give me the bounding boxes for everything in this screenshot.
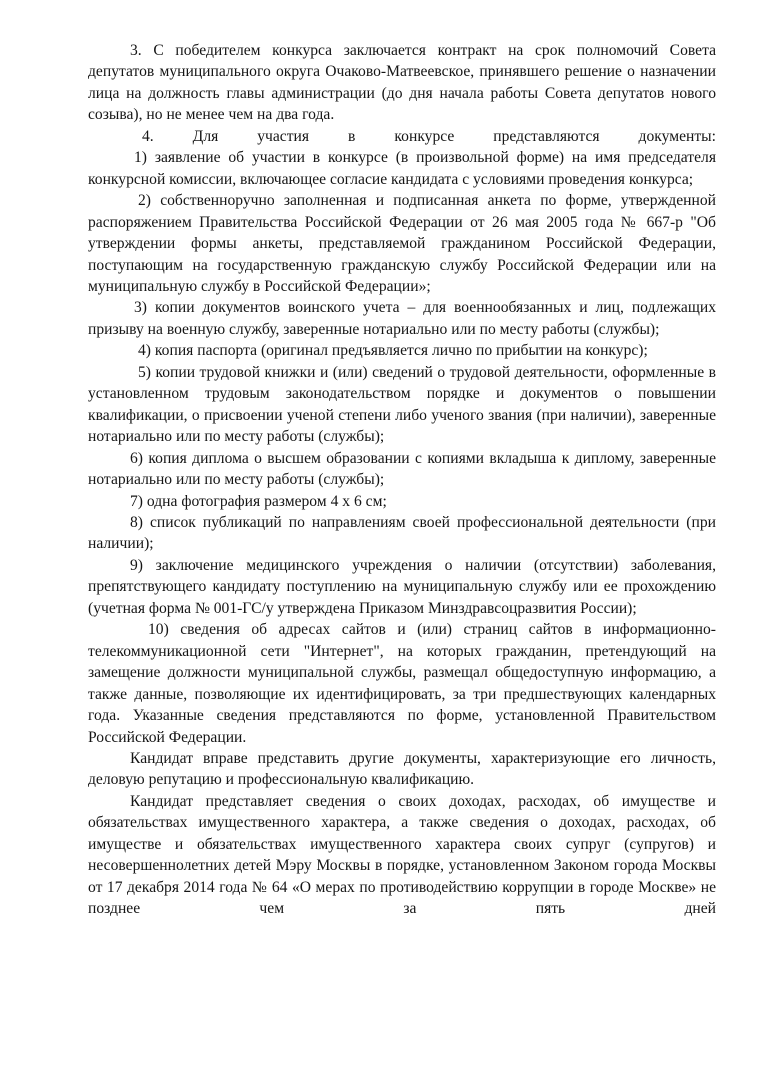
document-page xyxy=(88,40,716,920)
list-item-6-diploma: 6) копия диплома о высшем образовании с копиями вкладыша к диплому, заверенные нотариально или по месту работы (службы); xyxy=(88,449,716,489)
list-item-2-questionnaire: 2) собственноручно заполненная и подписанная анкета по форме, утвержденной распоряжением Правительства Российской Федерации от 26 мая 2005 года № 667-р "Об утверждении формы анкеты, представляемой гражданином Российской Федерации, поступающим на государственную гражданскую службу Российской Федерации или на муниципальную службу в Российской Федерации»; xyxy=(88,192,716,295)
list-item-9-medical: 9) заключение медицинского учреждения о наличии (отсутствии) заболевания, препятствующего кандидату поступлению на муниципальную службу или ее прохождению (учетная форма № 001-ГС/у утверждена Приказом Минздравсоцразвития России); xyxy=(88,556,716,617)
paragraph-item-3-contract-term: 3. С победителем конкурса заключается контракт на срок полномочий Совета депутатов муниципального округа Очаково-Матвеевское, принявшего решение о назначении лица на должность главы администрации (до дня начала работы Совета депутатов нового созыва), но не менее чем на два года. xyxy=(88,42,716,124)
paragraph-item-4-documents-heading: 4. Для участия в конкурсе представляются документы: xyxy=(142,127,716,145)
list-item-3-military-docs: 3) копии документов воинского учета – для военнообязанных и лиц, подлежащих призыву на военную службу, заверенные нотариально или по месту работы (службы); xyxy=(88,299,716,338)
list-item-4-passport: 4) копия паспорта (оригинал предъявляется лично по прибытии на конкурс); xyxy=(138,342,648,360)
paragraph-other-documents: Кандидат вправе представить другие документы, характеризующие его личность, деловую репутацию и профессиональную квалификацию. xyxy=(88,749,716,789)
paragraph-income-declaration: Кандидат представляет сведения о своих доходах, расходах, об имуществе и обязательствах имущественного характера, а также сведения о доходах, расходах, об имуществе и обязательствах имущественного характера своих супруг (супругов) и несовершеннолетних детей Мэру Москвы в порядке, установленном Законом города Москвы от 17 декабря 2014 года № 64 «О мерах по противодействию коррупции в городе Москве» не позднее чем за пять дней xyxy=(88,792,716,918)
list-item-1-application: 1) заявление об участии в конкурсе (в произвольной форме) на имя председателя конкурсной комиссии, включающее согласие кандидата с условиями проведения конкурса; xyxy=(88,149,716,188)
list-item-7-photo: 7) одна фотография размером 4 х 6 см; xyxy=(130,492,387,510)
list-item-8-publications: 8) список публикаций по направлениям своей профессиональной деятельности (при наличии); xyxy=(88,513,716,553)
list-item-10-websites: 10) сведения об адресах сайтов и (или) страниц сайтов в информационно-телекоммуникационной сети "Интернет", на которых гражданин, претендующий на замещение должности муниципальной службы, размещал общедоступную информацию, а также данные, позволяющие их идентифицировать, за три предшествующих календарных года. Указанные сведения представляются по форме, установленной Правительством Российской Федерации. xyxy=(88,621,716,746)
list-item-5-work-record: 5) копии трудовой книжки и (или) сведений о трудовой деятельности, оформленные в установленном трудовым законодательством порядке и документов о повышении квалификации, о присвоении ученой степени либо ученого звания (при наличии), заверенные нотариально или по месту работы (службы); xyxy=(88,363,716,446)
